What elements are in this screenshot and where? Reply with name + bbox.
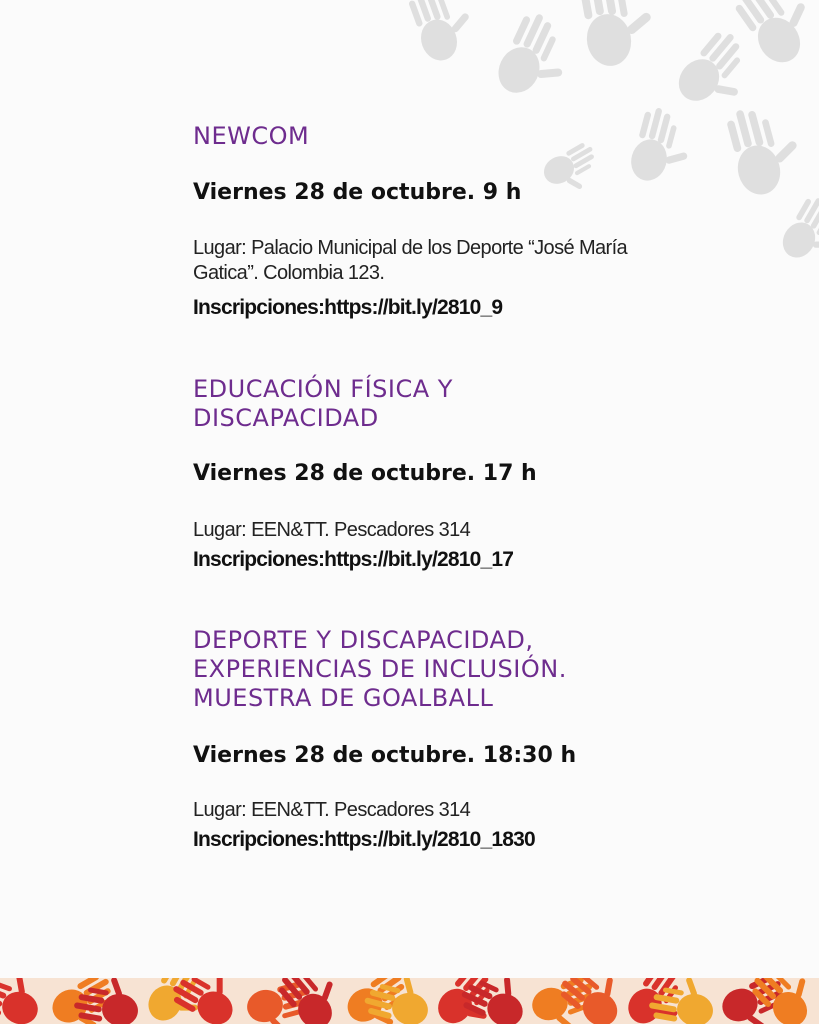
event-title: EDUCACIÓN FÍSICA Y DISCAPACIDAD xyxy=(193,375,453,432)
event-title: DEPORTE Y DISCAPACIDAD, EXPERIENCIAS DE INCLUSIÓN. MUESTRA DE GOALBALL xyxy=(193,626,567,712)
event-date: Viernes 28 de octubre. 18:30 h xyxy=(193,743,577,768)
registration-link[interactable]: Inscripciones:https://bit.ly/2810_1830 xyxy=(193,828,535,851)
event-date: Viernes 28 de octubre. 9 h xyxy=(193,180,522,205)
event-newcom xyxy=(193,122,713,319)
event-educacion-fisica xyxy=(193,375,713,571)
event-venue: Lugar: EEN&TT. Pescadores 314 xyxy=(193,519,471,541)
event-title: NEWCOM xyxy=(193,122,310,150)
registration-link[interactable]: Inscripciones:https://bit.ly/2810_17 xyxy=(193,548,514,571)
registration-link[interactable]: Inscripciones:https://bit.ly/2810_9 xyxy=(193,296,503,319)
handprints-bottom-icon xyxy=(0,978,819,1024)
event-venue: Lugar: EEN&TT. Pescadores 314 xyxy=(193,799,471,821)
event-deporte-discapacidad xyxy=(193,626,713,851)
event-date: Viernes 28 de octubre. 17 h xyxy=(193,461,537,486)
event-venue: Lugar: Palacio Municipal de los Deporte “José María Gatica”. Colombia 123. xyxy=(193,237,628,284)
